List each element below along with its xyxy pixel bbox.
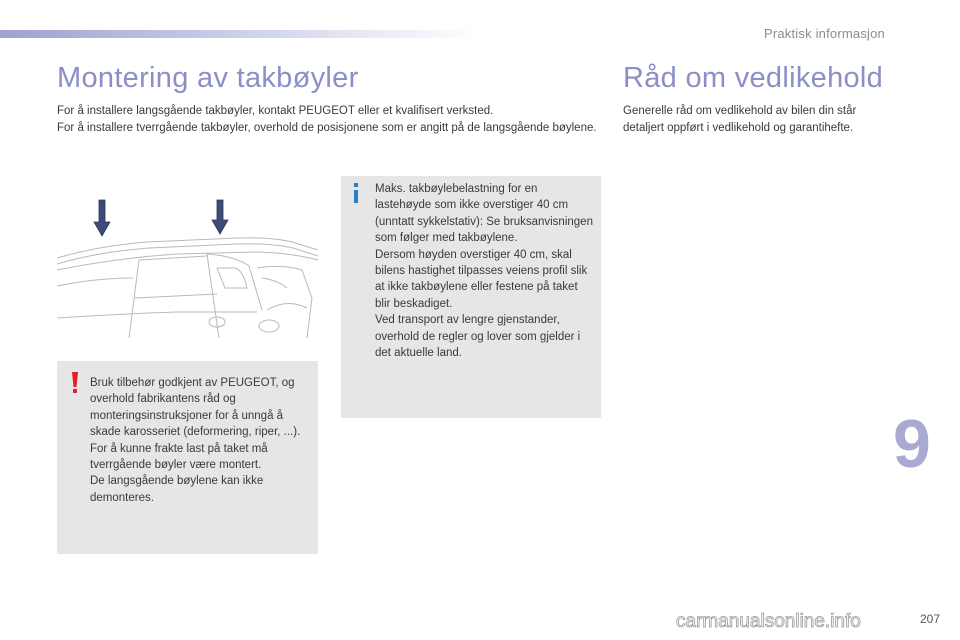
car-roof-illustration: [57, 198, 318, 350]
header-gradient-bar: [0, 30, 480, 38]
warning-exclamation-icon: [69, 371, 81, 395]
page-title-roof-bars: Montering av takbøyler: [57, 62, 359, 94]
warning-note-body: Bruk tilbehør godkjent av PEUGEOT, og overhold fabrikantens råd og monteringsinstruksjoner for å unngå å skade karosseriet (deformering, riper, ...). For å kunne frakte last på taket må tverrgående bøyler være montert. De langsgående bøylene kan ikke demonteres.: [90, 377, 301, 504]
intro-text: [57, 103, 602, 137]
maintenance-text: Generelle råd om vedlikehold av bilen din står detaljert oppført i vedlikehold og garantihefte.: [623, 105, 857, 134]
watermark-text: carmanualsonline.info: [676, 611, 861, 632]
warning-note-text: [90, 375, 305, 506]
intro-line-2: For å installere tverrgående takbøyler, overhold de posisjonene som er angitt på de langsgående bøylene.: [57, 122, 597, 134]
warning-note: [57, 361, 318, 554]
page-number: 207: [919, 612, 940, 626]
info-note-text: [375, 181, 595, 361]
car-outline: [57, 238, 318, 338]
page-title-maintenance: Råd om vedlikehold: [623, 62, 884, 94]
down-arrow-icon-front: [94, 200, 110, 236]
chapter-number: 9: [893, 406, 931, 482]
info-note: [341, 176, 601, 418]
info-note-body: Maks. takbøylebelastning for en lastehøyde som ikke overstiger 40 cm (unntatt sykkelstativ): Se bruksanvisningen som følger med takbøylene. Dersom høyden overstiger 40 cm, skal bilens hastighet tilpasses veiens profil slik at ikke takbøylene eller festene på taket blir beskadiget. Ved transport av lengre gjenstander, overhold de regler og lover som gjelder i det aktuelle land.: [375, 183, 593, 360]
intro-line-1: For å installere langsgående takbøyler, kontakt PEUGEOT eller et kvalifisert verksted.: [57, 105, 494, 117]
down-arrow-icon-rear: [212, 200, 228, 234]
watermark: [676, 610, 941, 632]
section-label: Praktisk informasjon: [763, 26, 885, 41]
info-icon: [349, 182, 363, 204]
